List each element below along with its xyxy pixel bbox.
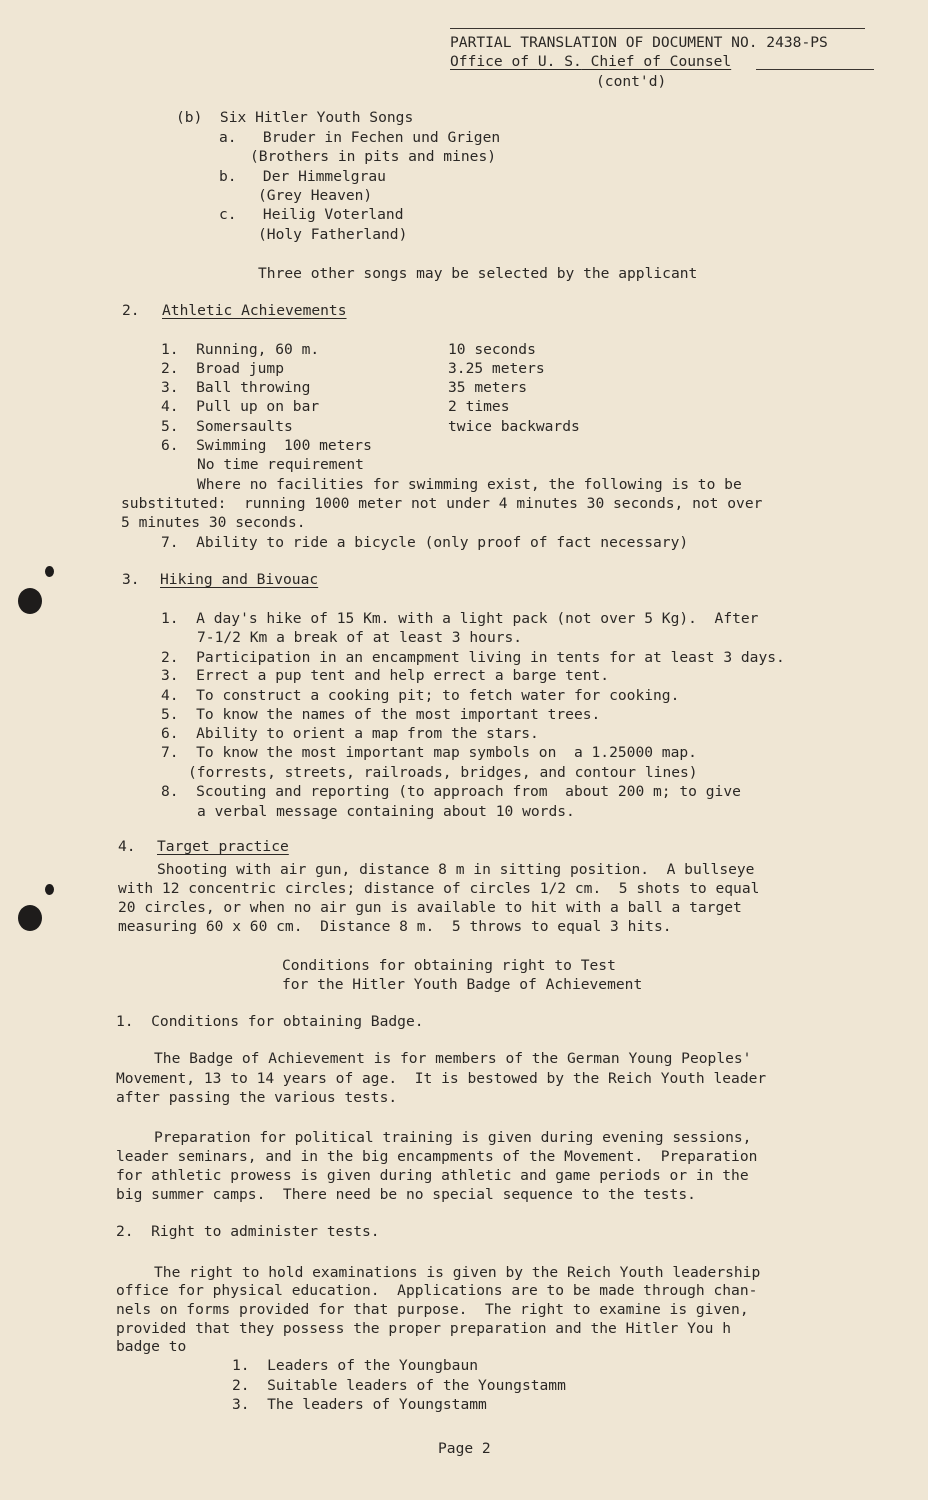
target-line-3: 20 circles, or when no air gun is available to hit with a ball a target	[118, 899, 742, 916]
songs-note: Three other songs may be selected by the applicant	[258, 265, 698, 282]
athletic-item-1: 1. Running, 60 m.	[161, 341, 320, 358]
conditions-p2-b: leader seminars, and in the big encampments of the Movement. Preparation	[116, 1148, 758, 1165]
athletic-value-2: 3.25 meters	[448, 360, 545, 377]
song-a-translation: (Brothers in pits and mines)	[250, 148, 497, 165]
punch-hole-lower-fleck	[45, 884, 54, 895]
header-rule-bottom	[756, 69, 874, 70]
conditions-list-2: 2. Suitable leaders of the Youngstamm	[232, 1377, 566, 1394]
header-contd: (cont'd)	[596, 73, 667, 90]
target-num: 4.	[118, 838, 136, 855]
conditions-p3-d: provided that they possess the proper preparation and the Hitler You h	[116, 1320, 732, 1337]
hiking-item-7: 7. To know the most important map symbols on a 1.25000 map.	[161, 744, 697, 761]
conditions-heading-1: Conditions for obtaining right to Test	[282, 957, 616, 974]
athletic-item-2: 2. Broad jump	[161, 360, 285, 377]
conditions-list-1: 1. Leaders of the Youngbaun	[232, 1357, 479, 1374]
header-office-pre: Office of	[450, 53, 538, 70]
hiking-item-7b: (forrests, streets, railroads, bridges, and contour lines)	[188, 764, 698, 781]
athletic-item-7: 7. Ability to ride a bicycle (only proof of fact necessary)	[161, 534, 689, 551]
header-office-mid: U. S.	[537, 53, 582, 70]
athletic-value-3: 35 meters	[448, 379, 528, 396]
hiking-item-1: 1. A day's hike of 15 Km. with a light pack (not over 5 Kg). After	[161, 610, 759, 627]
song-b: b. Der Himmelgrau	[219, 168, 386, 185]
athletic-num: 2.	[122, 302, 140, 319]
athletic-item-4: 4. Pull up on bar	[161, 398, 320, 415]
target-line-1: Shooting with air gun, distance 8 m in sitting position. A bullseye	[157, 861, 755, 878]
hiking-item-8b: a verbal message containing about 10 words.	[197, 803, 575, 820]
punch-hole-upper	[18, 588, 42, 614]
hiking-item-1b: 7-1/2 Km a break of at least 3 hours.	[197, 629, 523, 646]
hiking-item-4: 4. To construct a cooking pit; to fetch water for cooking.	[161, 687, 680, 704]
athletic-sub-1: Where no facilities for swimming exist, the following is to be	[197, 476, 742, 493]
conditions-p2-d: big summer camps. There need be no special sequence to the tests.	[116, 1186, 696, 1203]
song-c-translation: (Holy Fatherland)	[258, 226, 408, 243]
athletic-value-1: 10 seconds	[448, 341, 536, 358]
header-title: PARTIAL TRANSLATION OF DOCUMENT NO. 2438-PS	[450, 34, 828, 51]
conditions-p2-c: for athletic prowess is given during athletic and game periods or in the	[116, 1167, 749, 1184]
conditions-p1-c: after passing the various tests.	[116, 1089, 398, 1106]
header-office	[450, 52, 731, 71]
conditions-p3-e: badge to	[116, 1338, 187, 1355]
conditions-p1-b: Movement, 13 to 14 years of age. It is bestowed by the Reich Youth leader	[116, 1070, 767, 1087]
athletic-value-5: twice backwards	[448, 418, 580, 435]
conditions-p3-a: The right to hold examinations is given by the Reich Youth leadership	[154, 1264, 761, 1281]
athletic-sub-3: 5 minutes 30 seconds.	[121, 514, 306, 531]
hiking-item-5: 5. To know the names of the most important trees.	[161, 706, 601, 723]
hiking-title: Hiking and Bivouac	[160, 571, 319, 588]
athletic-no-time: No time requirement	[197, 456, 364, 473]
target-title: Target practice	[157, 838, 289, 855]
athletic-sub-2: substituted: running 1000 meter not under 4 minutes 30 seconds, not over	[121, 495, 763, 512]
athletic-item-3: 3. Ball throwing	[161, 379, 311, 396]
song-c: c. Heilig Voterland	[219, 206, 404, 223]
athletic-item-6: 6. Swimming 100 meters	[161, 437, 372, 454]
songs-heading: (b) Six Hitler Youth Songs	[176, 109, 414, 126]
song-b-translation: (Grey Heaven)	[258, 187, 373, 204]
conditions-p3-c: nels on forms provided for that purpose. The right to examine is given,	[116, 1301, 749, 1318]
hiking-item-6: 6. Ability to orient a map from the stars.	[161, 725, 539, 742]
hiking-item-2: 2. Participation in an encampment living in tents for at least 3 days.	[161, 649, 785, 666]
conditions-section-2: 2. Right to administer tests.	[116, 1223, 380, 1240]
punch-hole-lower	[18, 905, 42, 931]
song-a: a. Bruder in Fechen und Grigen	[219, 129, 501, 146]
target-line-4: measuring 60 x 60 cm. Distance 8 m. 5 throws to equal 3 hits.	[118, 918, 672, 935]
conditions-p3-b: office for physical education. Applications are to be made through chan-	[116, 1282, 758, 1299]
header-office-post: Chief of Counsel	[581, 53, 732, 70]
hiking-item-8: 8. Scouting and reporting (to approach from about 200 m; to give	[161, 783, 741, 800]
target-line-2: with 12 concentric circles; distance of circles 1/2 cm. 5 shots to equal	[118, 880, 760, 897]
conditions-p2-a: Preparation for political training is given during evening sessions,	[154, 1129, 752, 1146]
hiking-num: 3.	[122, 571, 140, 588]
athletic-item-5: 5. Somersaults	[161, 418, 293, 435]
conditions-p1-a: The Badge of Achievement is for members of the German Young Peoples'	[154, 1050, 752, 1067]
athletic-value-4: 2 times	[448, 398, 510, 415]
conditions-heading-2: for the Hitler Youth Badge of Achievement	[282, 976, 643, 993]
conditions-list-3: 3. The leaders of Youngstamm	[232, 1396, 487, 1413]
punch-hole-upper-fleck	[45, 566, 54, 577]
header-rule-top	[450, 28, 865, 29]
conditions-section-1: 1. Conditions for obtaining Badge.	[116, 1013, 424, 1030]
hiking-item-3: 3. Errect a pup tent and help errect a barge tent.	[161, 667, 610, 684]
athletic-title: Athletic Achievements	[162, 302, 347, 319]
page-number: Page 2	[438, 1440, 491, 1457]
